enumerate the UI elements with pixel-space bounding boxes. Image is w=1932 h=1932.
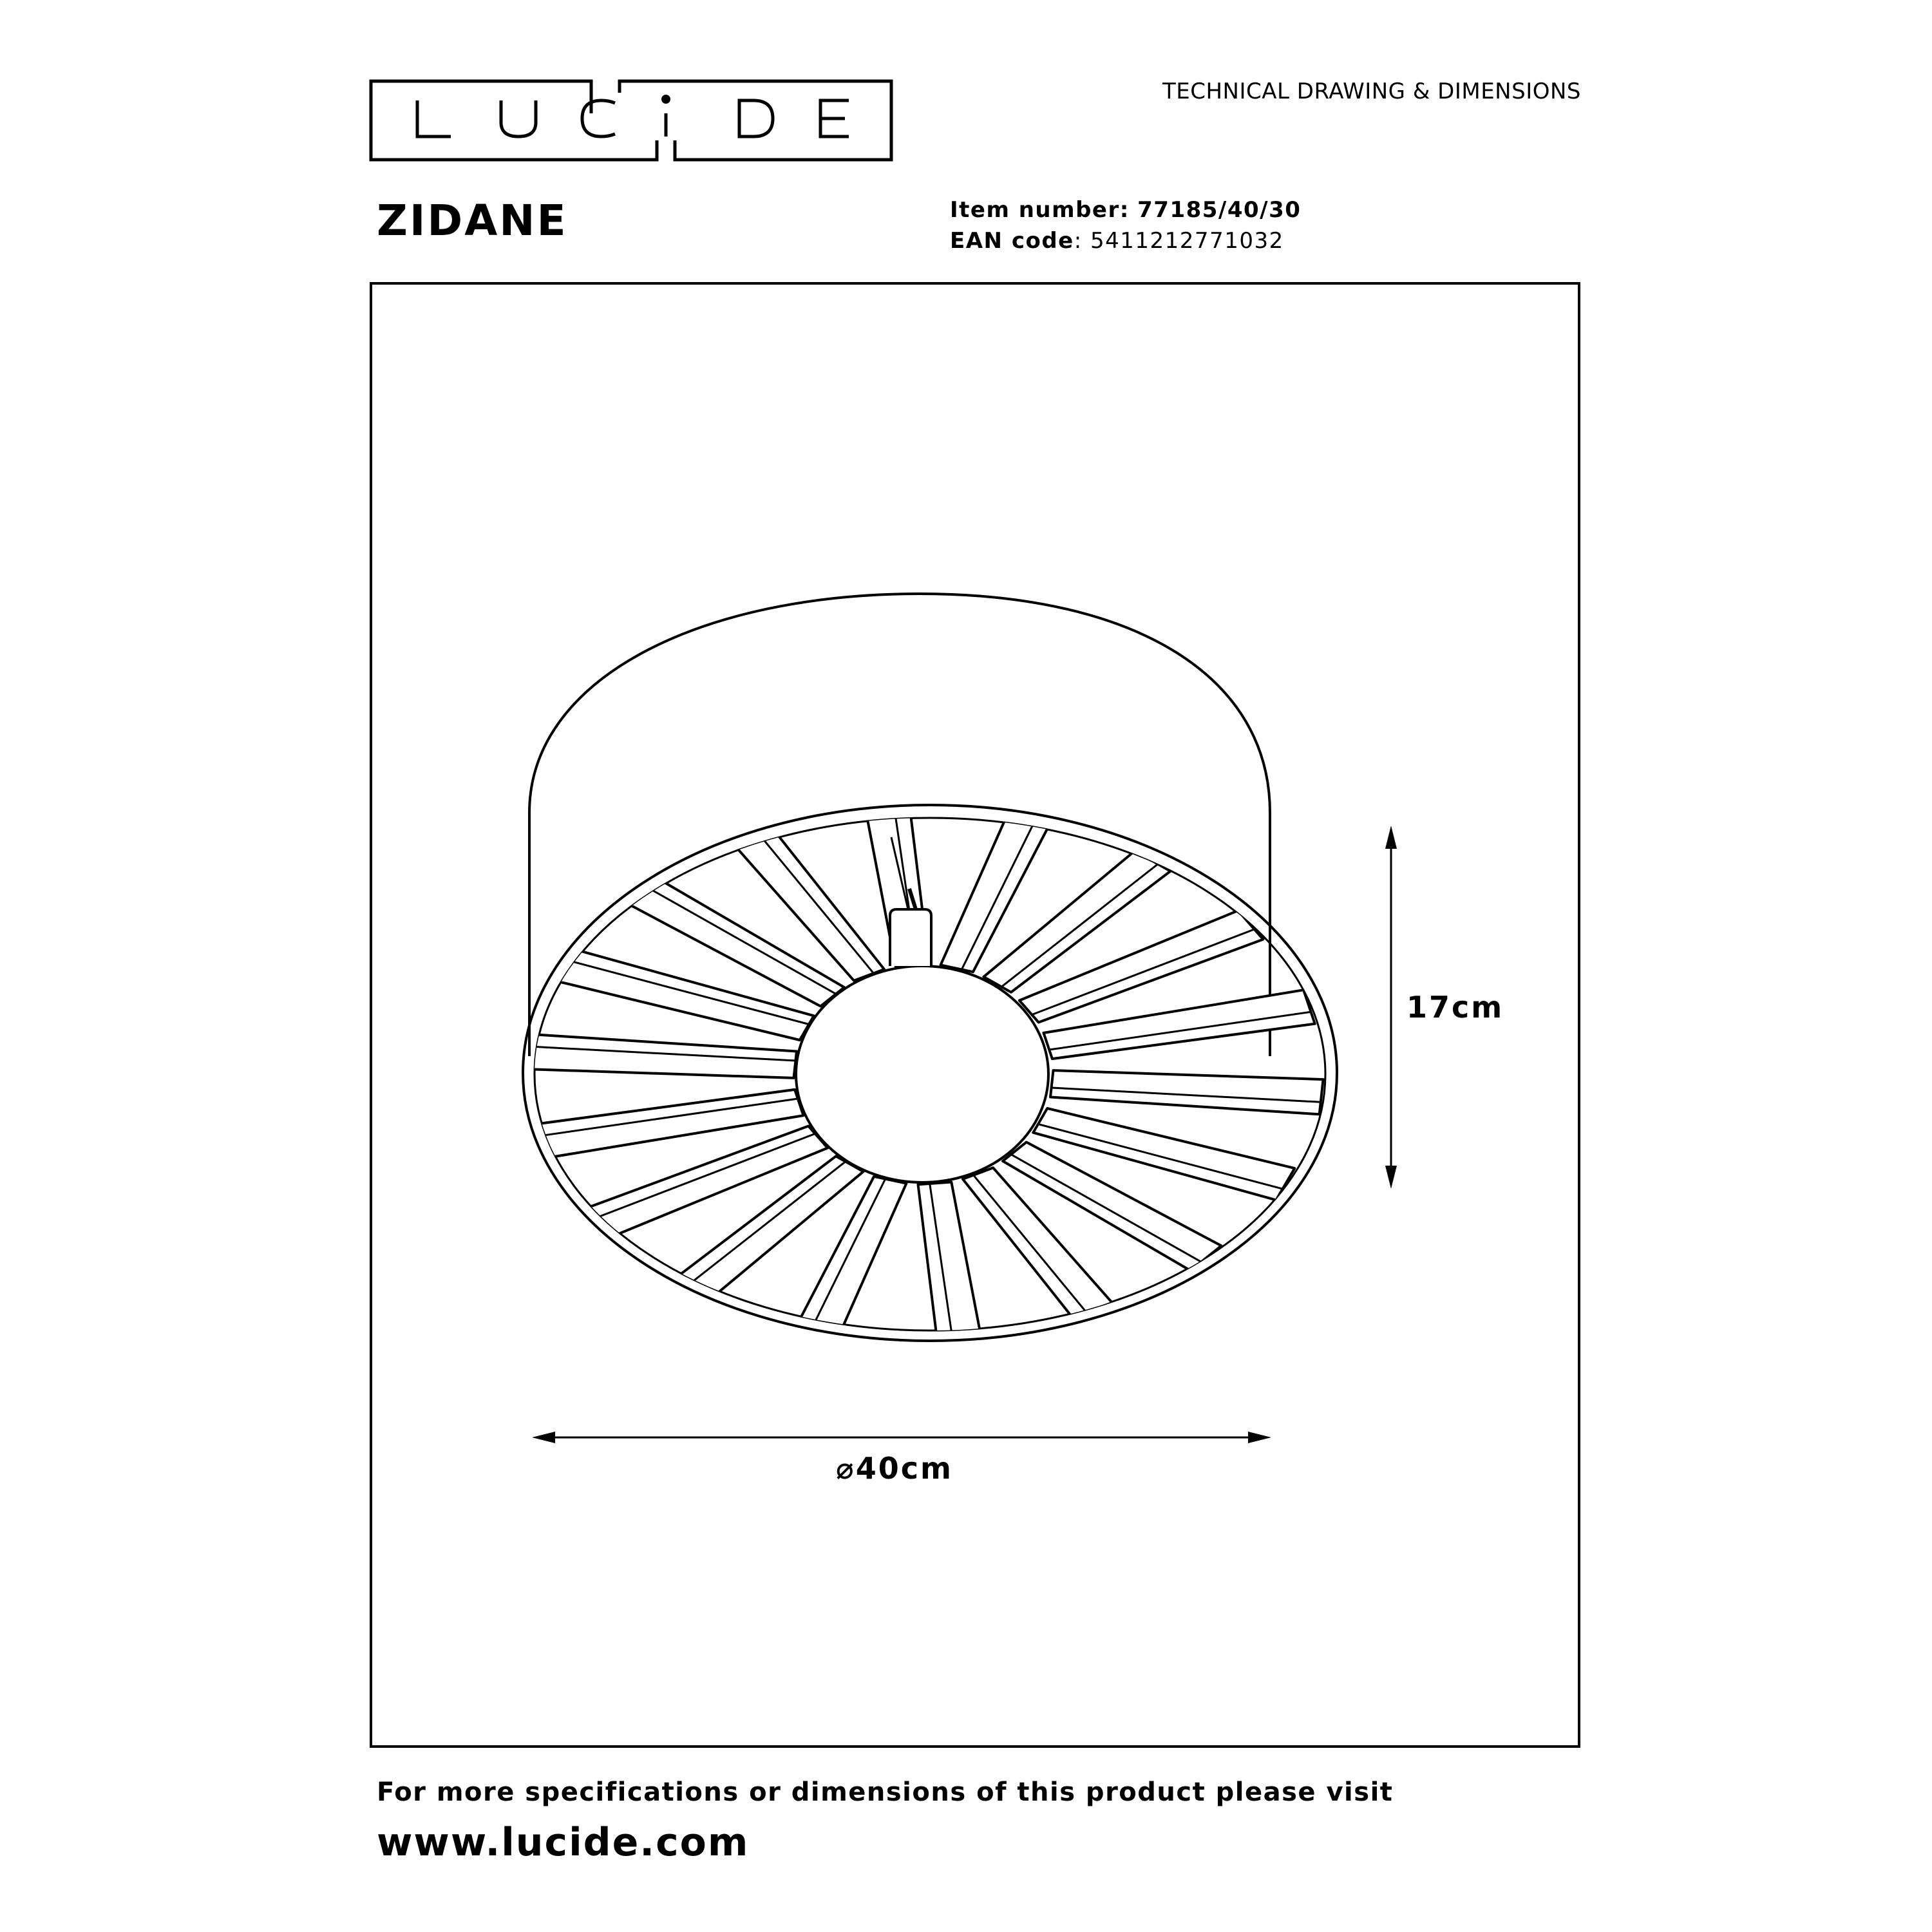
lamp-fin [524, 1034, 797, 1078]
ean-code-label: EAN code [950, 228, 1074, 254]
height-dimension [1385, 826, 1397, 1189]
ean-code-value: : 5411212771032 [1074, 228, 1284, 254]
product-name: ZIDANE [377, 196, 568, 245]
item-number-value: 77185/40/30 [1137, 197, 1302, 223]
height-label: 17cm [1406, 990, 1504, 1025]
header-caption: TECHNICAL DRAWING & DIMENSIONS [1162, 79, 1581, 104]
diameter-label: ⌀40cm [836, 1451, 953, 1486]
diameter-dimension [532, 1432, 1271, 1443]
lamp-socket [890, 909, 931, 966]
lamp-fin [1050, 1070, 1323, 1114]
item-number-label: Item number: [950, 197, 1130, 223]
footer-url-link[interactable]: www.lucide.com [377, 1820, 750, 1865]
center-disc [796, 966, 1048, 1182]
footer-text: For more specifications or dimensions of this product please visit [377, 1777, 1394, 1807]
